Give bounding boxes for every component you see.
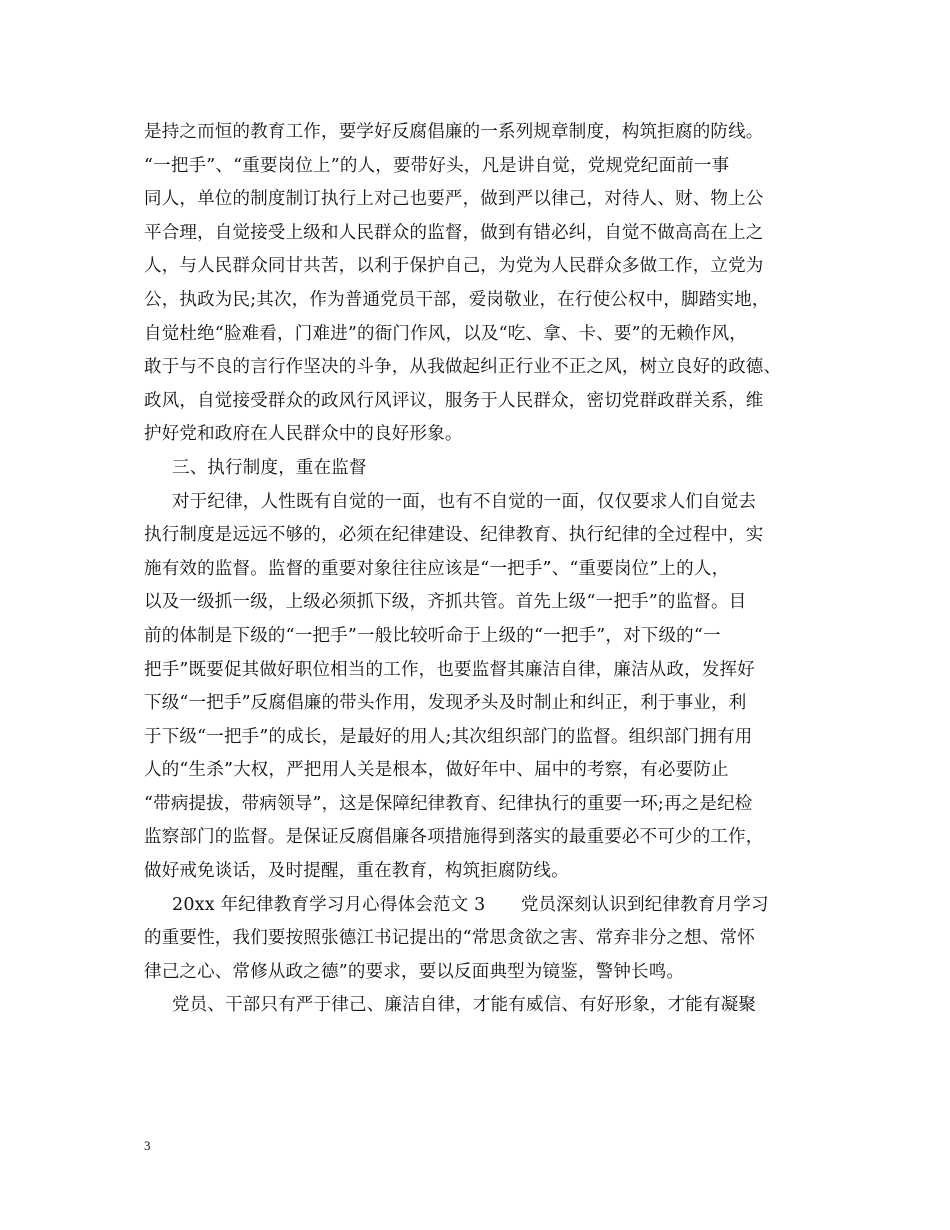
text-line: 党员、干部只有严于律己、廉洁自律，才能有威信、有好形象，才能有凝聚 [172,995,757,1016]
page-number: 3 [144,1138,151,1153]
text-line: 以及一级抓一级，上级必须抓下级，齐抓共管。首先上级“一把手”的监督。目 [144,592,747,613]
text-line: 对于纪律，人性既有自觉的一面，也有不自觉的一面，仅仅要求人们自觉去 [172,491,757,512]
text-line: 20xx 年纪律教育学习月心得体会范文 3 党员深刻认识到纪律教育月学习 [172,894,769,915]
section-heading: 三、执行制度，重在监督 [172,457,367,478]
text-line: 政风，自觉接受群众的政风行风评议，服务于人民群众，密切党群政群关系，维 [144,390,764,411]
text-line: 把手”既要促其做好职位相当的工作，也要监督其廉洁自律，廉洁从政，发挥好 [144,659,755,680]
text-line: 于下级“一把手”的成长，是最好的用人;其次组织部门的监督。组织部门拥有用 [144,726,753,747]
text-line: 平合理，自觉接受上级和人民群众的监督，做到有错必纠，自觉不做高高在上之 [144,222,764,243]
text-line: 护好党和政府在人民群众中的良好形象。 [144,424,463,445]
text-line: 人的“生杀”大权，严把用人关是根本，做好年中、届中的考察，有必要防止 [144,760,729,781]
text-line: 自觉杜绝“脸难看，门难进”的衙门作风，以及“吃、拿、卡、要”的无赖作风， [144,323,747,344]
text-line: 施有效的监督。监督的重要对象往往应该是“一把手”、“重要岗位”上的人， [144,558,730,579]
text-line: 做好戒免谈话，及时提醒，重在教育，构筑拒腐防线。 [144,861,569,882]
text-line: 下级“一把手”反腐倡廉的带头作用，发现矛头及时制止和纠正，利于事业，利 [144,693,747,714]
text-line: 执行制度是远远不够的，必须在纪律建设、纪律教育、执行纪律的全过程中，实 [144,525,764,546]
text-line: 监察部门的监督。是保证反腐倡廉各项措施得到落实的最重要必不可少的工作， [144,827,764,848]
document-body [144,116,824,1023]
text-line: 是持之而恒的教育工作，要学好反腐倡廉的一系列规章制度，构筑拒腐的防线。 [144,122,764,142]
text-line: 人，与人民群众同甘共苦，以利于保护自己，为党为人民群众多做工作，立党为 [144,256,764,277]
text-line: 的重要性，我们要按照张德江书记提出的“常思贪欲之害、常弃非分之想、常怀 [144,928,755,949]
text-line: 公，执政为民;其次，作为普通党员干部，爱岗敬业，在行使公权中，脚踏实地， [144,289,770,310]
text-line: 同人，单位的制度制订执行上对己也要严，做到严以律己，对待人、财、物上公 [144,189,764,210]
text-line: 律己之心、常修从政之德”的要求，要以反面典型为镜鉴，警钟长鸣。 [144,961,685,982]
text-line: 敢于与不良的言行作坚决的斗争，从我做起纠正行业不正之风，树立良好的政德、 [144,357,782,378]
text-line: “带病提拔，带病领导”，这是保障纪律教育、纪律执行的重要一环;再之是纪检 [144,793,753,814]
text-line: “一把手”、“重要岗位上”的人，要带好头，凡是讲自觉，党规党纪面前一事 [144,155,730,176]
text-line: 前的体制是下级的“一把手”一般比较听命于上级的“一把手”，对下级的“一 [144,625,721,646]
